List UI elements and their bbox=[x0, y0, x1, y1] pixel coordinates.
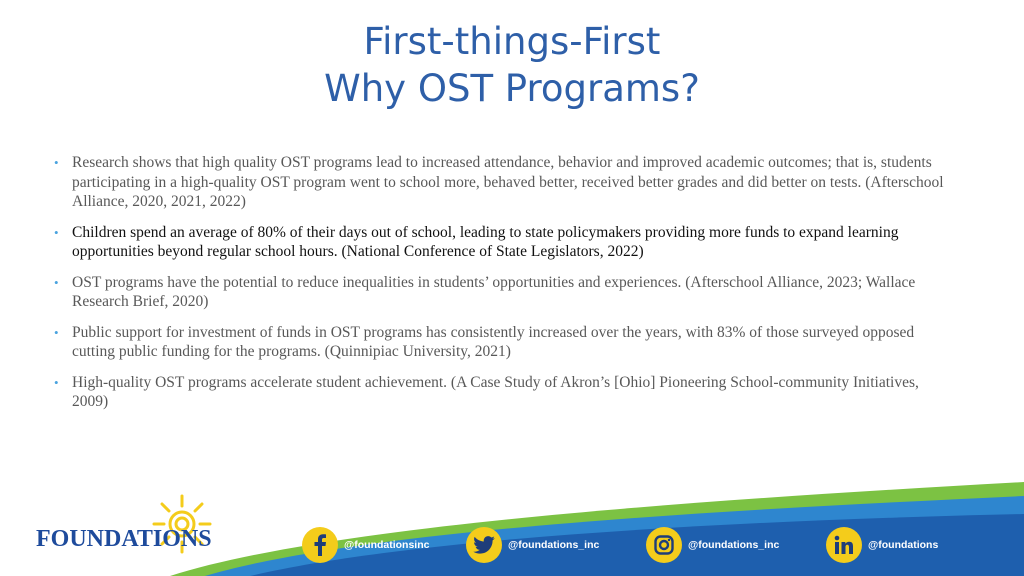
bullet-item bbox=[52, 273, 952, 312]
facebook-handle: @foundationsinc bbox=[344, 539, 430, 551]
bullet-item bbox=[52, 373, 952, 412]
bullet-dot-icon: • bbox=[54, 155, 59, 170]
bullet-dot-icon: • bbox=[54, 224, 59, 240]
bullet-item bbox=[52, 223, 952, 262]
bullet-list bbox=[52, 153, 952, 423]
bullet-dot-icon: • bbox=[54, 324, 59, 340]
bullet-item bbox=[52, 323, 952, 362]
bullet-text: High-quality OST programs accelerate student achievement. (A Case Study of Akron’s [Ohio] Pioneering School-community Initiatives, 2009) bbox=[72, 373, 919, 410]
linkedin-link[interactable] bbox=[826, 527, 938, 563]
bullet-text: Children spend an average of 80% of their days out of school, leading to state policymakers providing more funds to expand learning opportunities beyond regular school hours. (National Conference of State Legislators, 2022) bbox=[72, 223, 899, 260]
twitter-link[interactable] bbox=[466, 527, 599, 563]
bullet-text: Research shows that high quality OST programs lead to increased attendance, behavior and improved academic outcomes; that is, students participating in a high-quality OST program went to school more, behaved better, received better grades and did better on tests. (Afterschool Alliance, 2020, 2021, 2022) bbox=[72, 154, 944, 210]
bullet-dot-icon: • bbox=[54, 274, 59, 290]
twitter-icon bbox=[466, 527, 502, 563]
linkedin-icon bbox=[826, 527, 862, 563]
title-line-2: Why OST Programs? bbox=[324, 67, 700, 110]
facebook-icon bbox=[302, 527, 338, 563]
bullet-dot-icon: • bbox=[54, 374, 59, 390]
instagram-handle: @foundations_inc bbox=[688, 539, 780, 551]
linkedin-handle: @foundations bbox=[868, 539, 939, 551]
bullet-text: OST programs have the potential to reduce inequalities in students’ opportunities and experiences. (Afterschool Alliance, 2023; Wallace Research Brief, 2020) bbox=[72, 273, 916, 310]
facebook-link[interactable] bbox=[302, 527, 429, 563]
instagram-icon bbox=[646, 527, 682, 563]
title-line-1: First-things-First bbox=[363, 20, 661, 63]
slide-title bbox=[0, 18, 1024, 112]
twitter-handle: @foundations_inc bbox=[508, 539, 600, 551]
instagram-link[interactable] bbox=[646, 527, 779, 563]
bullet-item bbox=[52, 153, 952, 212]
foundations-logo: FOUNDATIONS bbox=[36, 526, 212, 552]
bullet-text: Public support for investment of funds in OST programs has consistently increased over the years, with 83% of those surveyed opposed cutting public funding for the programs. (Quinnipiac University, 2021) bbox=[72, 323, 915, 360]
